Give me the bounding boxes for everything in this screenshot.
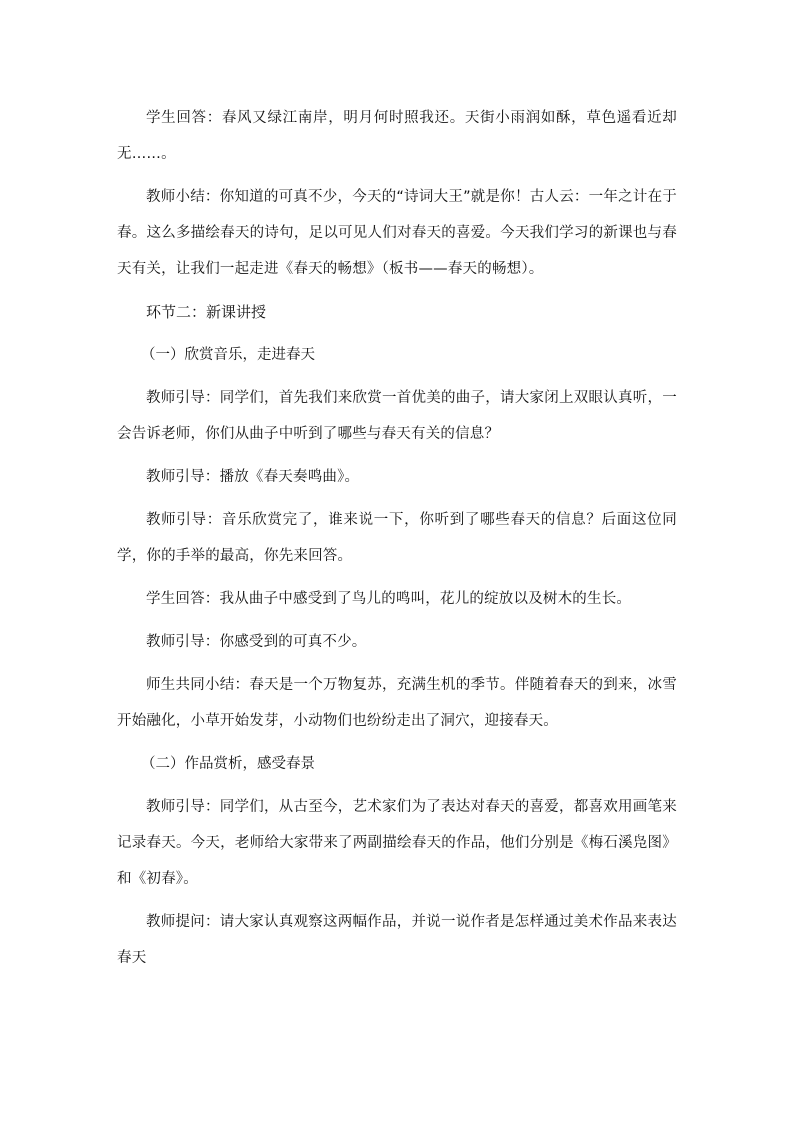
document-body [117,100,677,976]
subsection-heading-music: （一）欣赏音乐，走进春天 [141,347,315,363]
teacher-summary-paragraph: 教师小结：你知道的可真不少，今天的“诗词大王”就是你！古人云：一年之计在于春。这么多描绘春天的诗句，足以可见人们对春天的喜爱。今天我们学习的新课也与春天有关，让我们一起走进《春天的畅想》（板书——春天的畅想）。 [117,189,677,277]
teacher-guide-play-paragraph: 教师引导：播放《春天奏鸣曲》。 [146,469,360,485]
subsection-heading-artwork: （二）作品赏析，感受春景 [141,756,315,772]
teacher-guide-feedback-paragraph: 教师引导：你感受到的可真不少。 [146,634,367,650]
student-answer-paragraph: 学生回答：我从曲子中感受到了鸟儿的鸣叫，花儿的绽放以及树木的生长。 [146,591,632,607]
teacher-guide-question-paragraph: 教师引导：音乐欣赏完了，谁来说一下，你听到了哪些春天的信息？后面这位同学，你的手举的最高，你先来回答。 [117,512,677,564]
joint-summary-paragraph: 师生共同小结：春天是一个万物复苏，充满生机的季节。伴随着春天的到来，冰雪开始融化，小草开始发芽，小动物们也纷纷走出了洞穴，迎接春天。 [117,677,677,729]
teacher-guide-paragraph: 教师引导：同学们，首先我们来欣赏一首优美的曲子，请大家闭上双眼认真听，一会告诉老师，你们从曲子中听到了哪些与春天有关的信息？ [117,390,677,442]
student-answer-paragraph: 学生回答：春风又绿江南岸，明月何时照我还。天街小雨润如酥，草色遥看近却无……。 [117,110,677,162]
teacher-question-paragraph: 教师提问：请大家认真观察这两幅作品，并说一说作者是怎样通过美术作品来表达春天 [117,914,677,966]
teacher-guide-artwork-paragraph: 教师引导：同学们，从古至今，艺术家们为了表达对春天的喜爱，都喜欢用画笔来记录春天。今天，老师给大家带来了两副描绘春天的作品，他们分别是《梅石溪凫图》和《初春》。 [117,799,677,887]
section-heading-new-lesson: 环节二：新课讲授 [146,303,267,321]
